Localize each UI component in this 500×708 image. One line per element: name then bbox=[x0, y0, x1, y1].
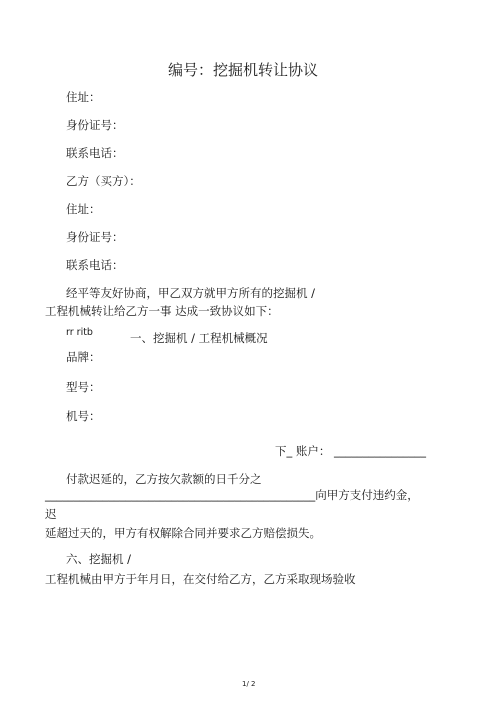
intro-line-2: 工程机械转让给乙方一事 达成一致协议如下： bbox=[45, 304, 279, 318]
account-line: 下_ 账户： ________________ bbox=[275, 444, 427, 458]
model-label: 型号： bbox=[66, 380, 101, 394]
party-b-phone-label: 联系电话： bbox=[66, 258, 124, 272]
party-b-address-label: 住址： bbox=[66, 202, 101, 216]
intro-line-1: 经平等友好协商，甲乙双方就甲方所有的挖掘机 / bbox=[66, 286, 316, 300]
section-1-heading: 一、挖掘机 / 工程机械概况 bbox=[130, 331, 268, 345]
late-payment-line-1: 付款迟延的，乙方按欠款额的日千分之 bbox=[66, 472, 262, 486]
late-payment-line-3: 迟 bbox=[45, 507, 57, 521]
page-number: 1/ 2 bbox=[242, 680, 256, 688]
late-payment-line-4: 延超过天的，甲方有权解除合同并要求乙方赔偿损失。 bbox=[45, 526, 321, 540]
document-title: 编号：挖掘机转让协议 bbox=[168, 61, 319, 79]
party-b-label: 乙方（买方）： bbox=[66, 174, 141, 188]
stray-text: rr ritb bbox=[66, 327, 93, 338]
party-a-phone-label: 联系电话： bbox=[66, 146, 124, 160]
party-a-address-label: 住址： bbox=[66, 90, 101, 104]
party-a-id-label: 身份证号： bbox=[66, 118, 124, 132]
party-b-id-label: 身份证号： bbox=[66, 230, 124, 244]
section-6-heading: 六、挖掘机 / bbox=[66, 552, 132, 566]
late-payment-line-2: _______________________________________________向甲方支付违约金， bbox=[45, 488, 419, 502]
delivery-line: 工程机械由甲方于年月日，在交付给乙方，乙方采取现场验收 bbox=[45, 572, 356, 586]
brand-label: 品牌： bbox=[66, 350, 101, 364]
serial-label: 机号： bbox=[66, 409, 101, 423]
